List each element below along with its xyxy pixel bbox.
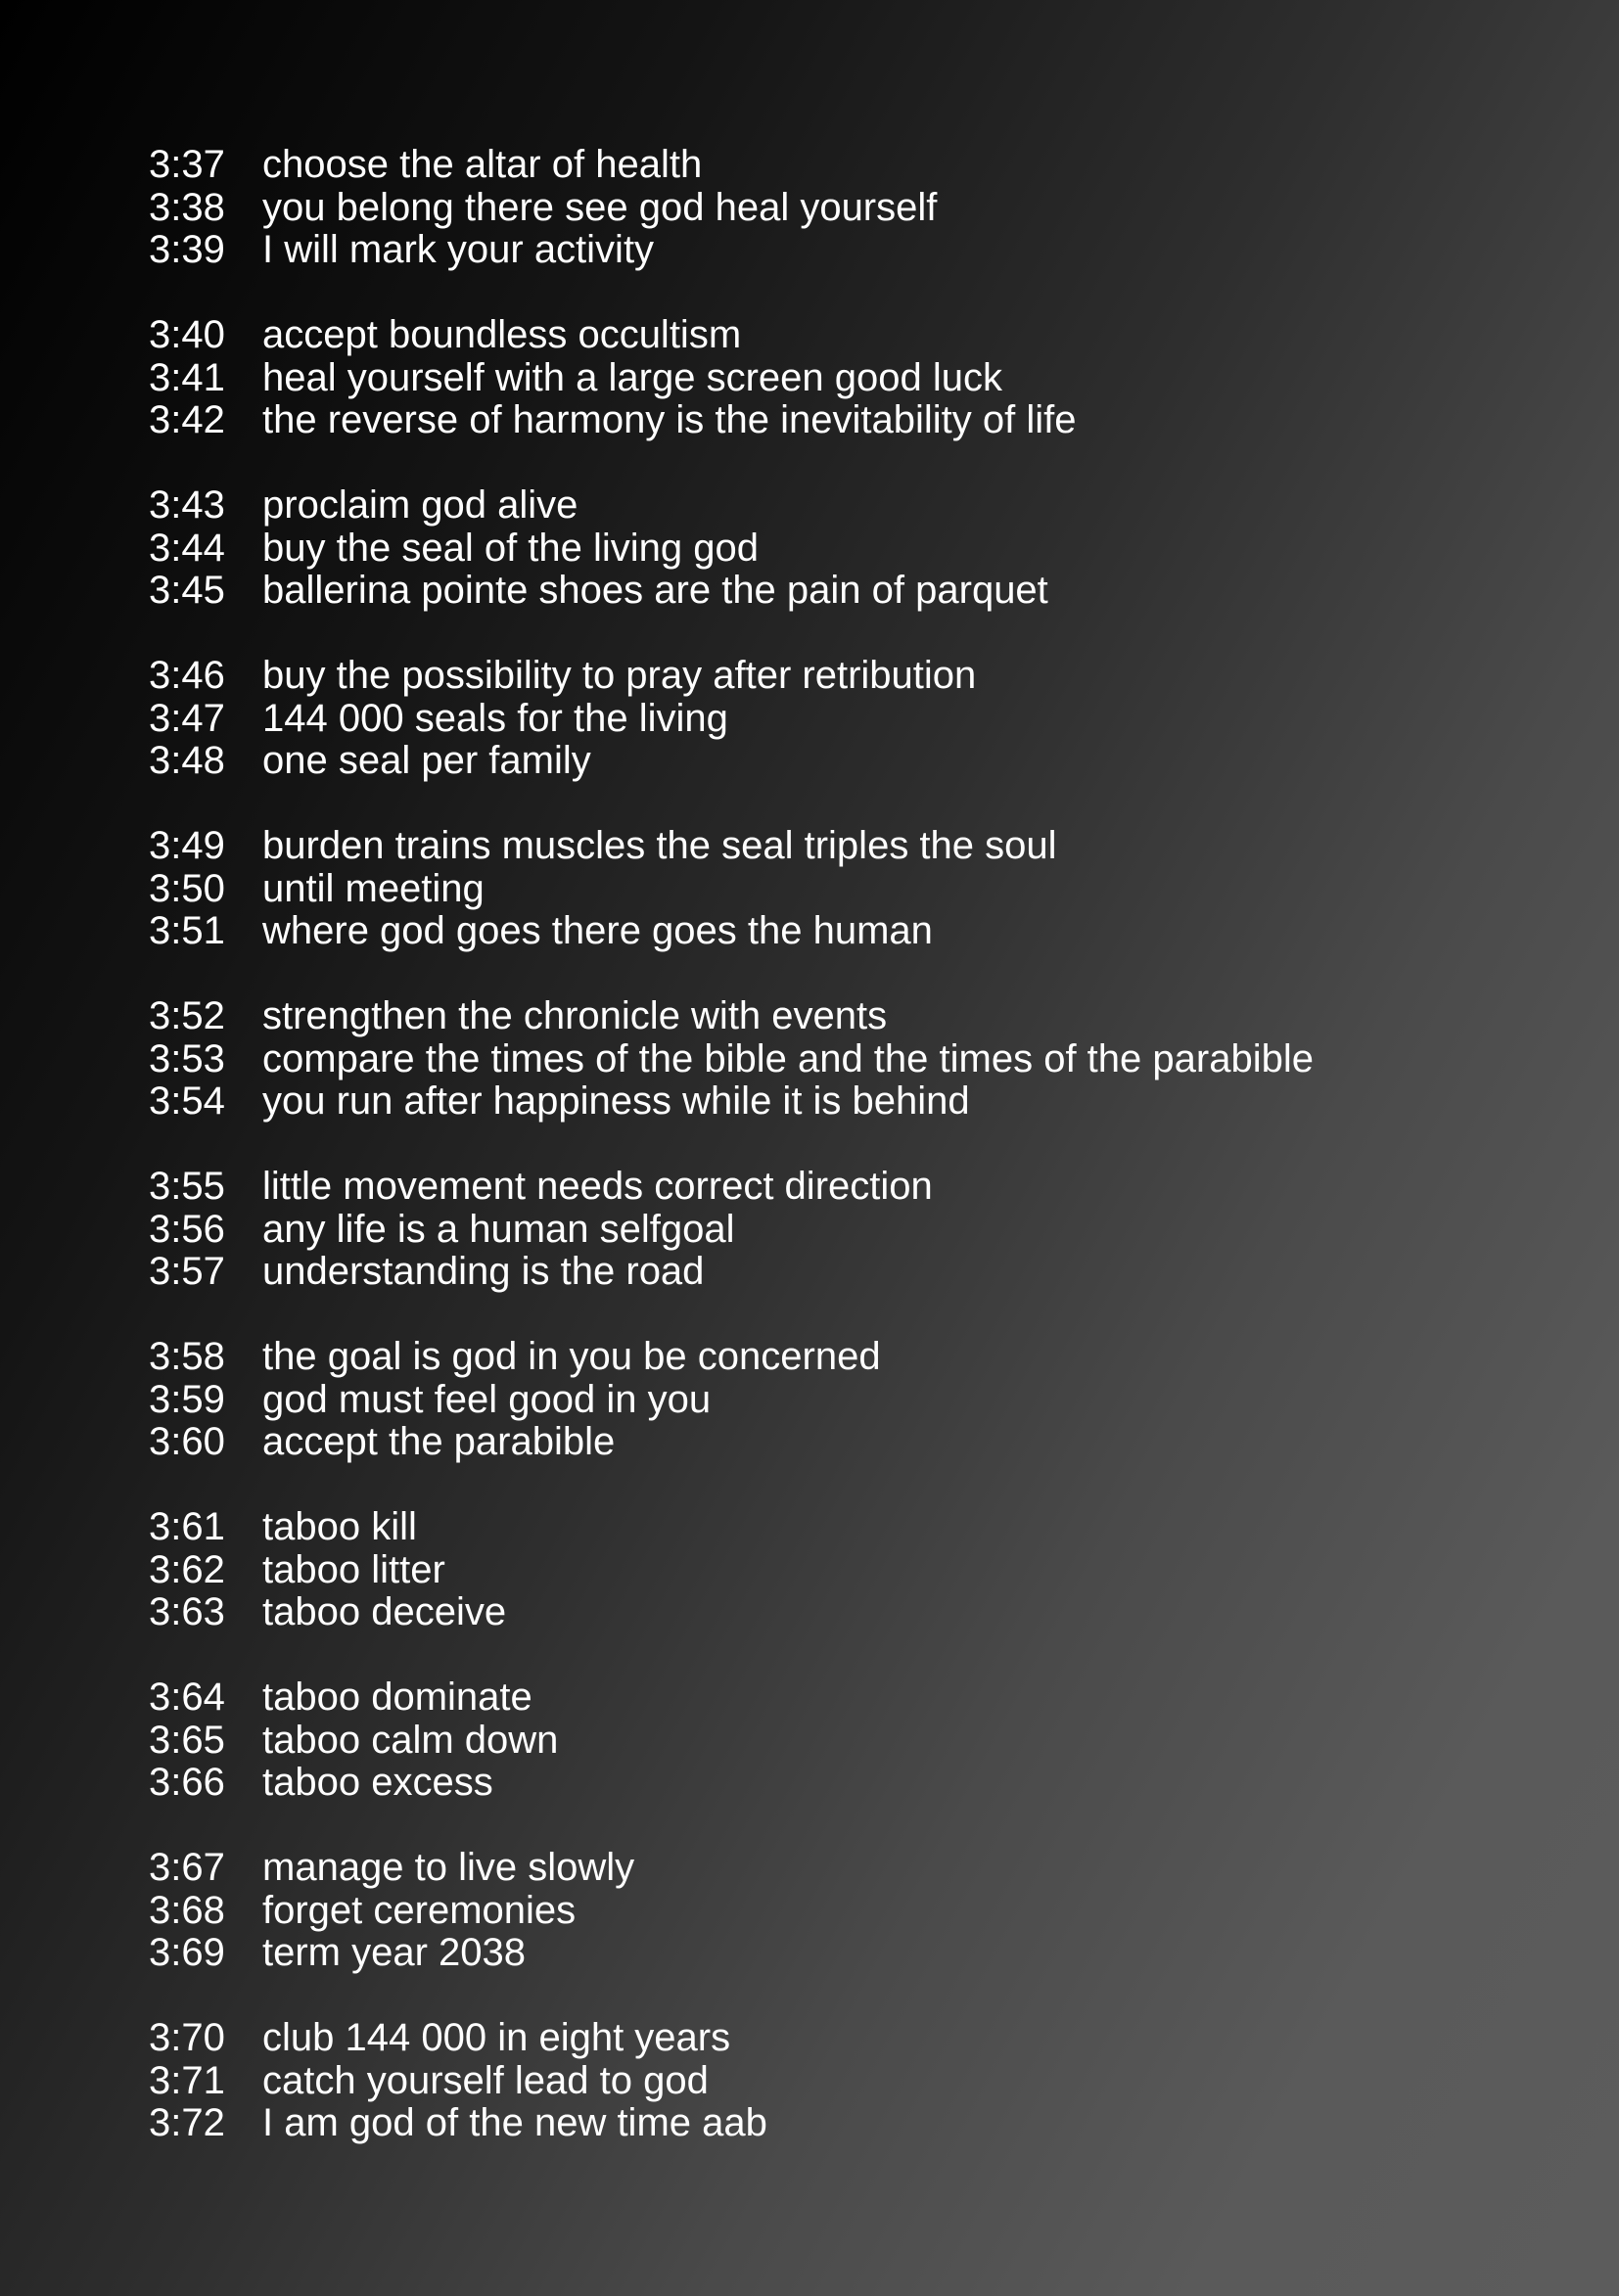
verse-line [149, 1080, 1314, 1124]
verse-line [149, 528, 1314, 571]
verse-number: 3:50 [149, 866, 225, 910]
verse-line [149, 1676, 1314, 1720]
verse-line [149, 1591, 1314, 1634]
verse-number: 3:37 [149, 143, 225, 186]
verse-text: I will mark your activity [262, 228, 655, 271]
verse-number: 3:39 [149, 228, 225, 271]
verse-line [149, 698, 1314, 741]
verse-text: you run after happiness while it is behind [262, 1079, 970, 1123]
verse-text: catch yourself lead to god [262, 2058, 709, 2102]
verse-line [149, 1251, 1314, 1294]
verse-line [149, 1847, 1314, 1890]
verse-number: 3:72 [149, 2101, 225, 2144]
verse-line [149, 1166, 1314, 1209]
verse-text: manage to live slowly [262, 1846, 635, 1889]
verse-text: choose the altar of health [262, 143, 703, 186]
verse-line [149, 1209, 1314, 1252]
verse-text: any life is a human selfgoal [262, 1207, 735, 1251]
verse-number: 3:42 [149, 398, 225, 441]
verse-line [149, 1336, 1314, 1379]
stanza [149, 314, 1314, 442]
stanza [149, 995, 1314, 1124]
verse-text: the reverse of harmony is the inevitability of life [262, 398, 1077, 441]
verse-line [149, 1720, 1314, 1763]
verse-number: 3:65 [149, 1718, 225, 1762]
verse-text: accept boundless occultism [262, 313, 742, 356]
verse-text: proclaim god alive [262, 483, 578, 527]
verse-text: ballerina pointe shoes are the pain of parquet [262, 569, 1048, 612]
verse-text: one seal per family [262, 739, 591, 782]
verse-number: 3:40 [149, 313, 225, 356]
stanza [149, 144, 1314, 272]
verse-number: 3:60 [149, 1420, 225, 1463]
verse-number: 3:71 [149, 2058, 225, 2102]
stanza [149, 1676, 1314, 1805]
verse-line [149, 144, 1314, 187]
verse-line [149, 2102, 1314, 2145]
verse-text: taboo excess [262, 1761, 493, 1804]
verse-line [149, 740, 1314, 783]
verse-text: understanding is the road [262, 1250, 705, 1293]
verse-text: god must feel good in you [262, 1377, 712, 1421]
verse-text: heal yourself with a large screen good luck [262, 355, 1002, 399]
verse-line [149, 995, 1314, 1038]
stanza [149, 1336, 1314, 1464]
verse-line [149, 570, 1314, 613]
verse-number: 3:54 [149, 1079, 225, 1123]
verse-text: taboo deceive [262, 1590, 507, 1633]
verse-text: until meeting [262, 866, 485, 910]
stanza [149, 1166, 1314, 1294]
verse-line [149, 2017, 1314, 2060]
verse-number: 3:62 [149, 1547, 225, 1591]
verse-line [149, 868, 1314, 911]
verse-line [149, 314, 1314, 357]
verse-line [149, 1038, 1314, 1081]
verse-line [149, 1421, 1314, 1464]
verse-line [149, 1890, 1314, 1933]
verse-text: taboo litter [262, 1547, 445, 1591]
verse-line [149, 399, 1314, 442]
verse-number: 3:47 [149, 696, 225, 740]
verse-text: you belong there see god heal yourself [262, 185, 938, 229]
verse-text: accept the parabible [262, 1420, 616, 1463]
verse-line [149, 2060, 1314, 2103]
verse-text: taboo kill [262, 1505, 417, 1548]
verse-line [149, 1506, 1314, 1549]
stanza [149, 1847, 1314, 1975]
verse-text: I am god of the new time aab [262, 2101, 767, 2144]
stanza [149, 1506, 1314, 1634]
verse-number: 3:59 [149, 1377, 225, 1421]
verse-line [149, 484, 1314, 528]
verse-text: the goal is god in you be concerned [262, 1335, 881, 1378]
verse-text: 144 000 seals for the living [262, 696, 728, 740]
verse-number: 3:64 [149, 1676, 225, 1719]
verse-line [149, 1762, 1314, 1805]
verse-number: 3:67 [149, 1846, 225, 1889]
verse-text: where god goes there goes the human [262, 909, 933, 952]
verse-number: 3:68 [149, 1888, 225, 1932]
verse-text: club 144 000 in eight years [262, 2016, 731, 2059]
verse-number: 3:43 [149, 483, 225, 527]
verse-line [149, 825, 1314, 868]
verse-number: 3:46 [149, 654, 225, 697]
verse-number: 3:45 [149, 569, 225, 612]
verse-number: 3:69 [149, 1931, 225, 1974]
verse-number: 3:49 [149, 824, 225, 867]
verse-text: taboo calm down [262, 1718, 559, 1762]
stanza [149, 655, 1314, 783]
verse-line [149, 357, 1314, 400]
verse-text: buy the seal of the living god [262, 526, 760, 570]
verse-number: 3:48 [149, 739, 225, 782]
stanza [149, 484, 1314, 613]
verse-number: 3:55 [149, 1165, 225, 1208]
verse-number: 3:56 [149, 1207, 225, 1251]
verse-line [149, 1379, 1314, 1422]
verse-text: burden trains muscles the seal triples the soul [262, 824, 1057, 867]
verse-text: term year 2038 [262, 1931, 527, 1974]
verse-text: taboo dominate [262, 1676, 532, 1719]
verse-number: 3:52 [149, 994, 225, 1037]
verse-number: 3:70 [149, 2016, 225, 2059]
verse-number: 3:51 [149, 909, 225, 952]
verse-number: 3:53 [149, 1036, 225, 1080]
stanza [149, 825, 1314, 953]
verse-number: 3:66 [149, 1761, 225, 1804]
verse-line [149, 1549, 1314, 1592]
verse-line [149, 655, 1314, 698]
verse-text: little movement needs correct direction [262, 1165, 933, 1208]
verse-number: 3:63 [149, 1590, 225, 1633]
verse-line [149, 1932, 1314, 1975]
verse-line [149, 187, 1314, 230]
verse-number: 3:44 [149, 526, 225, 570]
verse-number: 3:38 [149, 185, 225, 229]
verse-number: 3:57 [149, 1250, 225, 1293]
verse-text: forget ceremonies [262, 1888, 577, 1932]
verse-line [149, 910, 1314, 953]
stanza [149, 2017, 1314, 2145]
verse-list [149, 144, 1314, 2187]
verse-number: 3:58 [149, 1335, 225, 1378]
verse-text: strengthen the chronicle with events [262, 994, 888, 1037]
verse-number: 3:61 [149, 1505, 225, 1548]
verse-number: 3:41 [149, 355, 225, 399]
verse-text: compare the times of the bible and the times of the parabible [262, 1036, 1314, 1080]
verse-text: buy the possibility to pray after retribution [262, 654, 977, 697]
verse-line [149, 229, 1314, 272]
